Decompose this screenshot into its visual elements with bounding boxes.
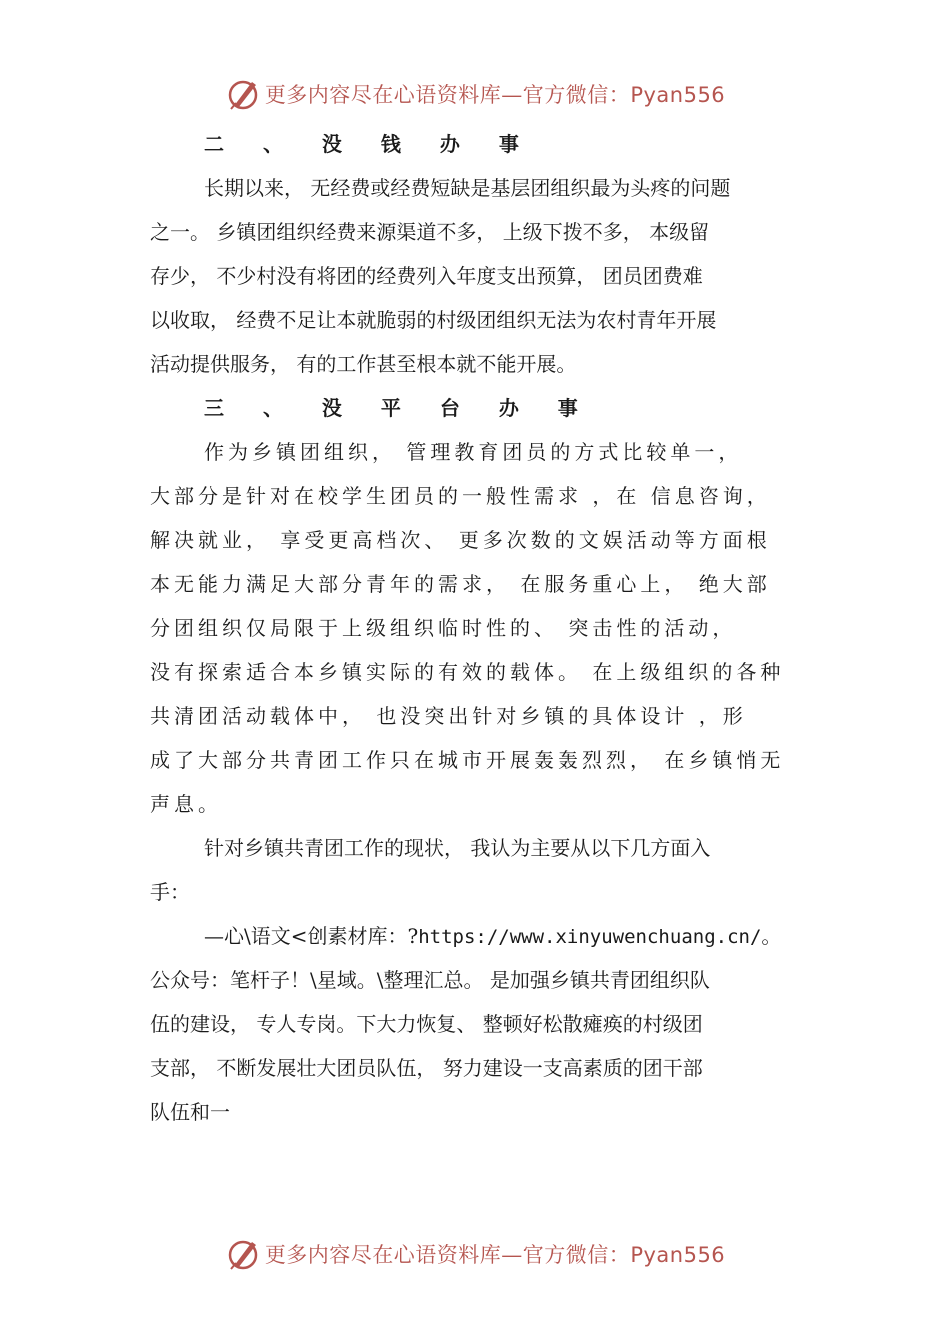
watermark-text: 更多内容尽在心语资料库—官方微信：Pyan556 [264,1243,726,1267]
text-line: 之一。 乡镇团组织经费来源渠道不多， 上级下拨不多， 本级留 [150,220,710,244]
text-line: 本无能力满足大部分青年的需求， 在服务重心上， 绝大部 [150,572,771,596]
text-line: 长期以来， 无经费或经费短缺是基层团组织最为头疼的问题 [204,176,731,200]
text-line: 支部， 不断发展壮大团员队伍， 努力建设一支高素质的团干部 [150,1056,703,1080]
source-url: https://www.xinyuwenchuang.cn/ [418,926,762,948]
text-line: 活动提供服务， 有的工作甚至根本就不能开展。 [150,352,577,376]
text-line: 大部分是针对在校学生团员的一般性需求 ，在 信息咨询， [150,484,771,508]
section-heading: 二 、 没 钱 办 事 [204,132,535,156]
quill-logo-icon [225,76,261,112]
source-suffix: 。 [761,924,782,948]
text-line: 存少， 不少村没有将团的经费列入年度支出预算， 团员团费难 [150,264,703,288]
text-line: 公众号：笔杆子！\星域。\整理汇总。 是加强乡镇共青团组织队 [150,968,710,992]
text-line: 没有探索适合本乡镇实际的有效的载体。 在上级组织的各种 [150,660,785,684]
text-line: 声息。 [150,792,222,816]
text-line: 以收取， 经费不足让本就脆弱的村级团组织无法为农村青年开展 [150,308,717,332]
text-line: 伍的建设， 专人专岗。下大力恢复、 整顿好松散瘫痪的村级团 [150,1012,703,1036]
quill-logo-icon [225,1236,261,1272]
watermark-text: 更多内容尽在心语资料库—官方微信：Pyan556 [264,83,726,107]
text-line: 成了大部分共青团工作只在城市开展轰轰烈烈， 在乡镇悄无 [150,748,785,772]
watermark-footer [0,1232,950,1276]
text-line: 分团组织仅局限于上级组织临时性的、 突击性的活动， [150,616,737,640]
text-line: 作为乡镇团组织， 管理教育团员的方式比较单一， [204,440,743,464]
text-line: 队伍和一 [150,1100,230,1124]
document-body [150,122,822,1134]
source-prefix: —心\语文<创素材库：? [204,924,419,948]
text-line: 解决就业， 享受更高档次、 更多次数的文娱活动等方面根 [150,528,771,552]
text-line: 共清团活动载体中， 也没突出针对乡镇的具体设计 ，形 [150,704,747,728]
text-line: 针对乡镇共青团工作的现状， 我认为主要从以下几方面入 [204,836,711,860]
text-line: 手： [150,880,190,904]
section-heading: 三 、 没 平 台 办 事 [204,396,594,420]
watermark-header [0,72,950,116]
text-line [150,914,822,958]
